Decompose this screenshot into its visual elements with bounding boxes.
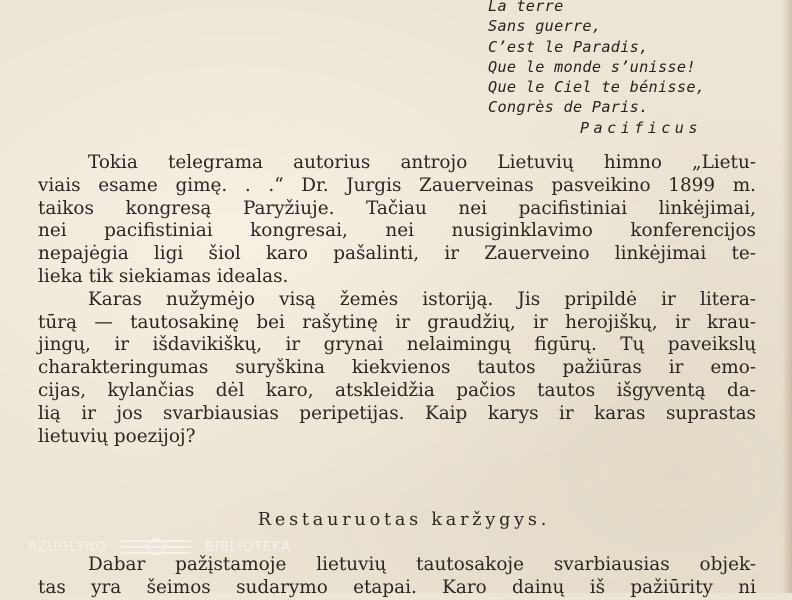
body-text [38,152,756,448]
watermark-right-text: BIBLIOTEKA [204,539,292,555]
text-line: tūrą — tautosakinę bei rašytinę ir graudžių, ir herojiškų, ir krau- [38,311,756,333]
text-line: lieka tik siekiamas idealas. [38,265,289,287]
library-watermark [28,536,291,558]
text-line: Dabar pažįstamoje lietuvių tautosakoje svarbiausias objek- [88,554,756,575]
text-line: viais esame gimę. . .“ Dr. Jurgis Zauerveinas pasveikino 1899 m. [38,174,756,196]
text-line: cijas, kylančias dėl karo, atskleidžia pačios tautos išgyventą da- [38,379,756,401]
poem-signature: Pacificus [580,118,702,137]
text-line: lietuvių poezijoj? [38,425,196,447]
section-heading: Restauruotas karžygys. [257,510,551,530]
epigraph-poem [488,0,778,138]
poem-line: Que le monde s’unisse! [488,57,696,76]
library-logo-icon [119,536,193,558]
paragraph-war-history [38,289,756,449]
text-line: nepajėgia ligi šiol karo pašalinti, ir Zauerveino linkėjimai te- [38,243,756,265]
poem-line: La terre [488,0,564,15]
watermark-left-text: AZUOLYNO [28,539,107,555]
text-line: taikos kongresą Paryžiuje. Tačiau nei pacifistiniai linkėjimai, [38,197,756,219]
page-edge-shadow [782,0,792,593]
text-line: jingų, ir išdavikiškų, ir grynai nelaimingų figūrų. Tų paveikslų [38,334,756,356]
poem-line: C’est le Paradis, [488,37,649,56]
text-line: lią ir jos svarbiausias peripetijas. Kaip karys ir karas suprastas [38,402,756,424]
poem-line: Sans guerre, [488,17,602,36]
text-line: charakteringumas suryškina kiekvienos tautos pažiūras ir emo- [38,357,756,379]
poem-line: Congrès de Paris. [488,98,649,117]
text-line: Karas nužymėjo visą žemės istoriją. Jis pripildė ir litera- [88,288,756,310]
poem-line: Que le Ciel te bénisse, [488,78,706,97]
text-line: Tokia telegrama autorius antrojo Lietuvių himno „Lietu- [88,152,756,173]
text-line: tas yra šeimos sudarymo etapai. Karo dainų iš pažiūrity ni [38,576,756,598]
text-line: nei pacifistiniai kongresai, nei nusiginklavimo konferencijos [38,220,756,242]
paragraph-telegram [38,152,756,289]
